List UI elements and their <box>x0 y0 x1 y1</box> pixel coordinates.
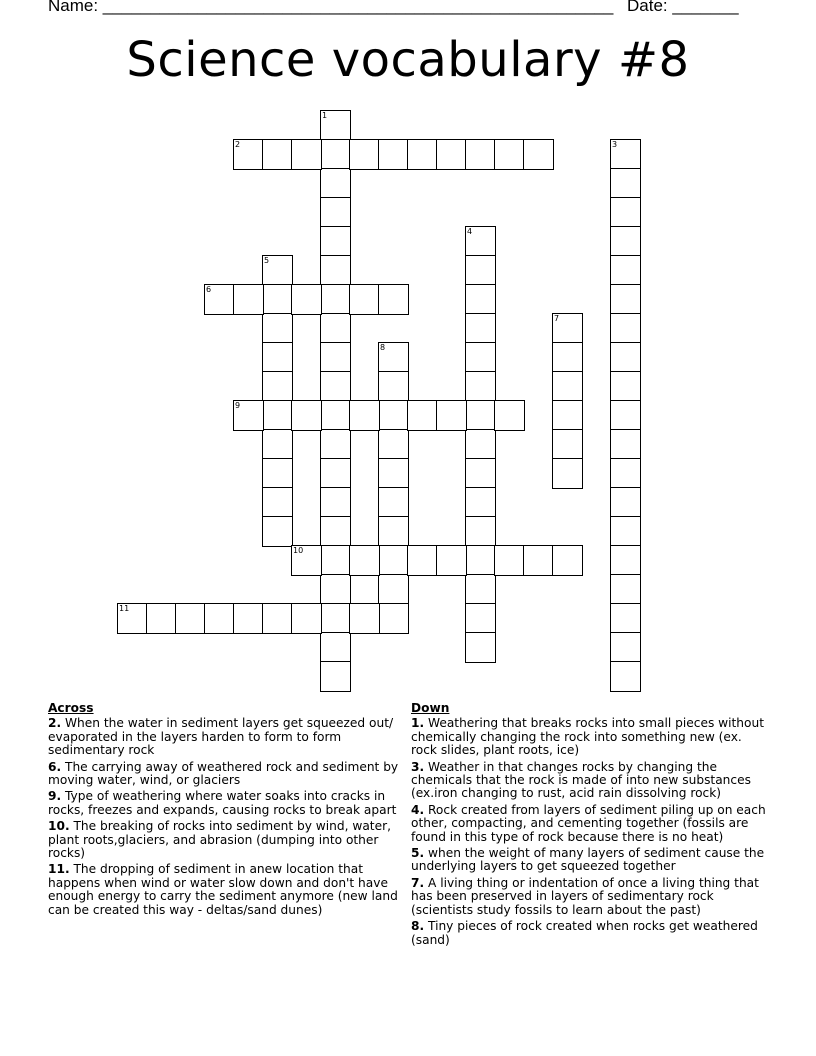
grid-cell[interactable] <box>262 313 293 344</box>
clue-text: Weather in that changes rocks by changing the chemicals that the rock is made of into new substances (ex.iron changing to rust, acid rain dissolving rock) <box>411 759 751 801</box>
cell-number: 11 <box>119 604 130 613</box>
clue-text: when the weight of many layers of sediment cause the underlying layers to get squeezed together <box>411 846 765 874</box>
page-title: Science vocabulary #8 <box>126 32 690 88</box>
clue-text: Weathering that breaks rocks into small pieces without chemically changing the rock into something new (ex. rock slides, plant roots, ice) <box>411 716 764 758</box>
grid-cell[interactable] <box>320 545 351 576</box>
grid-cell[interactable] <box>378 603 409 634</box>
grid-cell[interactable] <box>262 516 293 547</box>
grid-cell[interactable] <box>610 603 641 634</box>
grid-cell[interactable] <box>320 661 351 692</box>
grid-cell[interactable] <box>610 632 641 663</box>
grid-cell[interactable] <box>610 371 641 402</box>
cell-number: 9 <box>235 401 241 410</box>
grid-cell[interactable] <box>320 139 351 170</box>
clue <box>411 847 771 874</box>
clue-number: 11. <box>48 862 70 877</box>
grid-cell[interactable] <box>552 313 583 344</box>
grid-cell[interactable] <box>320 197 351 228</box>
grid-cell[interactable] <box>610 197 641 228</box>
clue-text: The dropping of sediment in anew location that happens when wind or water slow down and don't have enough energy to carry the sediment anymore (new land can be created this way - deltas/sand dunes) <box>48 862 398 917</box>
grid-cell[interactable] <box>436 139 467 170</box>
grid-cell[interactable] <box>494 139 525 170</box>
clue-number: 7. <box>411 875 425 890</box>
grid-cell[interactable] <box>494 545 525 576</box>
grid-cell[interactable] <box>610 226 641 257</box>
clue-text: A living thing or indentation of once a living thing that has been preserved in layers of sedimentary rock (scientists study fossils to learn about the past) <box>411 875 759 917</box>
grid-cell[interactable] <box>465 371 496 402</box>
grid-cell[interactable] <box>465 342 496 373</box>
down-clues <box>411 702 771 950</box>
grid-cell[interactable] <box>233 603 264 634</box>
grid-cell[interactable] <box>320 429 351 460</box>
across-clues <box>48 702 404 920</box>
grid-cell[interactable] <box>494 400 525 431</box>
grid-cell[interactable] <box>378 371 409 402</box>
cell-number: 8 <box>380 343 386 352</box>
grid-cell[interactable] <box>291 603 322 634</box>
grid-cell[interactable] <box>349 545 380 576</box>
grid-cell[interactable] <box>320 603 351 634</box>
grid-cell[interactable] <box>465 603 496 634</box>
grid-cell[interactable] <box>552 429 583 460</box>
grid-cell[interactable] <box>378 458 409 489</box>
grid-cell[interactable] <box>175 603 206 634</box>
grid-cell[interactable] <box>262 400 293 431</box>
grid-cell[interactable] <box>320 632 351 663</box>
clue <box>411 804 771 844</box>
grid-cell[interactable] <box>378 487 409 518</box>
grid-cell[interactable] <box>465 226 496 257</box>
grid-cell[interactable] <box>291 400 322 431</box>
grid-cell[interactable] <box>320 487 351 518</box>
grid-cell[interactable] <box>320 400 351 431</box>
grid-cell[interactable] <box>262 487 293 518</box>
grid-cell[interactable] <box>233 139 264 170</box>
name-line: Name: ______________________________________________________ <box>48 0 614 15</box>
grid-cell[interactable] <box>233 284 264 315</box>
grid-cell[interactable] <box>610 284 641 315</box>
grid-cell[interactable] <box>349 284 380 315</box>
clue-number: 6. <box>48 759 62 774</box>
grid-cell[interactable] <box>262 284 293 315</box>
clue-number: 3. <box>411 759 425 774</box>
down-heading: Down <box>411 701 450 715</box>
cell-number: 5 <box>264 256 270 265</box>
cell-number: 2 <box>235 140 241 149</box>
clue <box>48 820 404 860</box>
clue-number: 2. <box>48 716 62 731</box>
clue-number: 4. <box>411 802 425 817</box>
grid-cell[interactable] <box>465 545 496 576</box>
grid-cell[interactable] <box>610 139 641 170</box>
grid-cell[interactable] <box>465 574 496 605</box>
grid-cell[interactable] <box>320 458 351 489</box>
grid-cell[interactable] <box>465 458 496 489</box>
grid-cell[interactable] <box>320 226 351 257</box>
grid-cell[interactable] <box>407 400 438 431</box>
across-clue-list <box>48 717 404 917</box>
grid-cell[interactable] <box>610 429 641 460</box>
grid-cell[interactable] <box>320 255 351 286</box>
grid-cell[interactable] <box>523 139 554 170</box>
clue <box>411 761 771 801</box>
grid-cell[interactable] <box>523 545 554 576</box>
grid-cell[interactable] <box>320 371 351 402</box>
grid-cell[interactable] <box>465 139 496 170</box>
grid-cell[interactable] <box>320 168 351 199</box>
clue-number: 10. <box>48 819 70 834</box>
grid-cell[interactable] <box>262 255 293 286</box>
grid-cell[interactable] <box>465 400 496 431</box>
down-clue-list <box>411 717 771 947</box>
clue <box>48 717 404 757</box>
cell-number: 7 <box>554 314 560 323</box>
grid-cell[interactable] <box>262 429 293 460</box>
grid-cell[interactable] <box>610 516 641 547</box>
clue-text: Rock created from layers of sediment piling up on each other, compacting, and cementing together (fossils are found in this type of rock because there is no heat) <box>411 802 766 844</box>
cell-number: 4 <box>467 227 473 236</box>
grid-cell[interactable] <box>320 313 351 344</box>
grid-cell[interactable] <box>610 400 641 431</box>
grid-cell[interactable] <box>407 139 438 170</box>
clue-text: The carrying away of weathered rock and sediment by moving water, wind, or glaciers <box>48 759 399 788</box>
grid-cell[interactable] <box>610 168 641 199</box>
grid-cell[interactable] <box>320 574 351 605</box>
cell-number: 10 <box>293 546 304 555</box>
grid-cell[interactable] <box>233 400 264 431</box>
clue-text: When the water in sediment layers get squeezed out/ evaporated in the layers harden to form to form sedimentary rock <box>48 716 394 758</box>
cell-number: 1 <box>322 111 328 120</box>
grid-cell[interactable] <box>552 545 583 576</box>
grid-cell[interactable] <box>262 458 293 489</box>
grid-cell[interactable] <box>378 574 409 605</box>
grid-cell[interactable] <box>552 400 583 431</box>
grid-cell[interactable] <box>204 284 235 315</box>
grid-cell[interactable] <box>610 574 641 605</box>
grid-cell[interactable] <box>262 371 293 402</box>
grid-cell[interactable] <box>291 139 322 170</box>
grid-cell[interactable] <box>320 516 351 547</box>
clue-number: 9. <box>48 789 62 804</box>
grid-cell[interactable] <box>320 342 351 373</box>
grid-cell[interactable] <box>262 603 293 634</box>
grid-cell[interactable] <box>552 371 583 402</box>
grid-cell[interactable] <box>610 342 641 373</box>
grid-cell[interactable] <box>552 342 583 373</box>
grid-cell[interactable] <box>465 284 496 315</box>
grid-cell[interactable] <box>349 400 380 431</box>
grid-cell[interactable] <box>378 139 409 170</box>
grid-cell[interactable] <box>610 661 641 692</box>
grid-cell[interactable] <box>378 284 409 315</box>
grid-cell[interactable] <box>465 487 496 518</box>
grid-cell[interactable] <box>378 516 409 547</box>
grid-cell[interactable] <box>610 458 641 489</box>
grid-cell[interactable] <box>320 284 351 315</box>
grid-cell[interactable] <box>378 400 409 431</box>
grid-cell[interactable] <box>291 545 322 576</box>
grid-cell[interactable] <box>378 429 409 460</box>
clue <box>411 920 771 947</box>
clue <box>48 863 404 917</box>
grid-cell[interactable] <box>378 342 409 373</box>
cell-number: 3 <box>612 140 618 149</box>
grid-cell[interactable] <box>349 139 380 170</box>
grid-cell[interactable] <box>117 603 148 634</box>
grid-cell[interactable] <box>610 313 641 344</box>
grid-cell[interactable] <box>610 545 641 576</box>
cell-number: 6 <box>206 285 212 294</box>
clue <box>48 790 404 817</box>
clue-text: Tiny pieces of rock created when rocks get weathered (sand) <box>411 919 758 947</box>
grid-cell[interactable] <box>204 603 235 634</box>
clue <box>411 877 771 917</box>
clue <box>411 717 771 757</box>
grid-cell[interactable] <box>465 313 496 344</box>
grid-cell[interactable] <box>465 516 496 547</box>
grid-cell[interactable] <box>552 458 583 489</box>
grid-cell[interactable] <box>610 255 641 286</box>
clue-number: 5. <box>411 846 425 861</box>
clue <box>48 761 404 788</box>
grid-cell[interactable] <box>146 603 177 634</box>
grid-cell[interactable] <box>436 400 467 431</box>
grid-cell[interactable] <box>262 342 293 373</box>
clue-text: The breaking of rocks into sediment by wind, water, plant roots,glaciers, and abrasion (dumping into other rocks) <box>48 819 391 861</box>
grid-cell[interactable] <box>378 545 409 576</box>
grid-cell[interactable] <box>320 110 351 141</box>
grid-cell[interactable] <box>262 139 293 170</box>
date-line: Date: _______ <box>627 0 739 15</box>
grid-cell[interactable] <box>610 487 641 518</box>
clue-number: 8. <box>411 919 425 934</box>
grid-cell[interactable] <box>291 284 322 315</box>
grid-cell[interactable] <box>436 545 467 576</box>
grid-cell[interactable] <box>465 632 496 663</box>
across-heading: Across <box>48 701 94 715</box>
clue-number: 1. <box>411 716 425 731</box>
grid-cell[interactable] <box>465 255 496 286</box>
grid-cell[interactable] <box>407 545 438 576</box>
clue-text: Type of weathering where water soaks into cracks in rocks, freezes and expands, causing rocks to break apart <box>48 789 397 817</box>
grid-cell[interactable] <box>465 429 496 460</box>
grid-cell[interactable] <box>349 603 380 634</box>
